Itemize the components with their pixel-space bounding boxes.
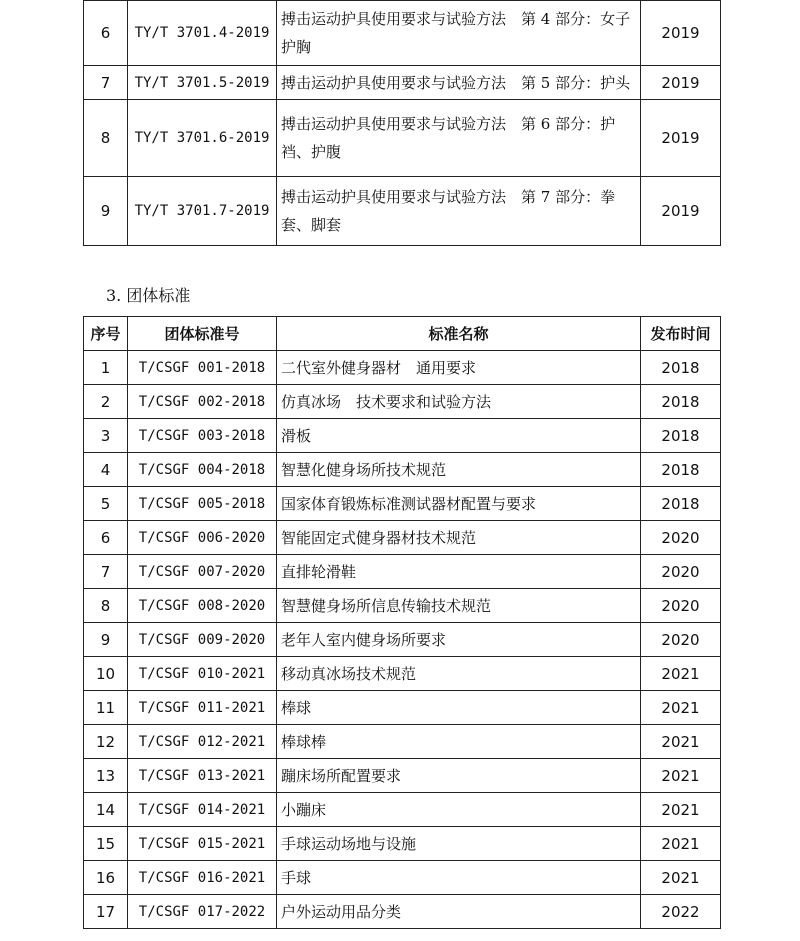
table-row (84, 759, 721, 793)
standard-name: 智能固定式健身器材技术规范 (277, 521, 641, 555)
row-number: 8 (84, 589, 128, 623)
standard-code: T/CSGF 001-2018 (128, 351, 277, 385)
table-row (84, 725, 721, 759)
row-number: 10 (84, 657, 128, 691)
row-number: 3 (84, 419, 128, 453)
table-row (84, 895, 721, 929)
table-row (84, 555, 721, 589)
table-row (84, 351, 721, 385)
standard-name: 棒球 (277, 691, 641, 725)
publish-year: 2022 (641, 895, 721, 929)
publish-year: 2018 (641, 385, 721, 419)
publish-year: 2019 (641, 177, 721, 246)
publish-year: 2021 (641, 827, 721, 861)
table-row (84, 100, 721, 177)
standard-code: T/CSGF 007-2020 (128, 555, 277, 589)
section-heading: 3. 团体标准 (106, 286, 191, 305)
standard-name: 手球 (277, 861, 641, 895)
standard-name: 户外运动用品分类 (277, 895, 641, 929)
publish-year: 2019 (641, 66, 721, 100)
row-number: 15 (84, 827, 128, 861)
standard-code: T/CSGF 011-2021 (128, 691, 277, 725)
standard-code: T/CSGF 012-2021 (128, 725, 277, 759)
standard-name: 手球运动场地与设施 (277, 827, 641, 861)
row-number: 5 (84, 487, 128, 521)
row-number: 11 (84, 691, 128, 725)
header-code: 团体标准号 (128, 317, 277, 351)
standard-code: T/CSGF 017-2022 (128, 895, 277, 929)
standards-table-continued (83, 0, 721, 246)
standard-code: TY/T 3701.6-2019 (128, 100, 277, 177)
publish-year: 2021 (641, 691, 721, 725)
standard-name: 搏击运动护具使用要求与试验方法 第 4 部分：女子护胸 (277, 1, 641, 66)
row-number: 2 (84, 385, 128, 419)
table-row (84, 177, 721, 246)
row-number: 16 (84, 861, 128, 895)
publish-year: 2018 (641, 419, 721, 453)
publish-year: 2021 (641, 725, 721, 759)
standard-name: 滑板 (277, 419, 641, 453)
standard-code: T/CSGF 009-2020 (128, 623, 277, 657)
standard-code: T/CSGF 002-2018 (128, 385, 277, 419)
table-row (84, 453, 721, 487)
table-row (84, 385, 721, 419)
row-number: 8 (84, 100, 128, 177)
standard-code: T/CSGF 006-2020 (128, 521, 277, 555)
standard-code: T/CSGF 015-2021 (128, 827, 277, 861)
table-row (84, 66, 721, 100)
row-number: 17 (84, 895, 128, 929)
standard-code: T/CSGF 014-2021 (128, 793, 277, 827)
publish-year: 2020 (641, 589, 721, 623)
table-row (84, 487, 721, 521)
standard-name: 二代室外健身器材 通用要求 (277, 351, 641, 385)
header-name: 标准名称 (277, 317, 641, 351)
standard-name: 智慧健身场所信息传输技术规范 (277, 589, 641, 623)
table-row (84, 657, 721, 691)
table-row (84, 793, 721, 827)
row-number: 7 (84, 555, 128, 589)
row-number: 12 (84, 725, 128, 759)
standard-code: T/CSGF 016-2021 (128, 861, 277, 895)
table-row (84, 521, 721, 555)
group-standards-table (83, 316, 721, 929)
standard-code: T/CSGF 010-2021 (128, 657, 277, 691)
standard-name: 智慧化健身场所技术规范 (277, 453, 641, 487)
row-number: 13 (84, 759, 128, 793)
standard-name: 移动真冰场技术规范 (277, 657, 641, 691)
standard-name: 直排轮滑鞋 (277, 555, 641, 589)
standard-code: T/CSGF 005-2018 (128, 487, 277, 521)
row-number: 14 (84, 793, 128, 827)
standard-code: TY/T 3701.7-2019 (128, 177, 277, 246)
standard-name: 棒球棒 (277, 725, 641, 759)
publish-year: 2018 (641, 351, 721, 385)
publish-year: 2020 (641, 555, 721, 589)
standard-code: T/CSGF 004-2018 (128, 453, 277, 487)
standard-name: 搏击运动护具使用要求与试验方法 第 6 部分：护裆、护腹 (277, 100, 641, 177)
standard-name: 搏击运动护具使用要求与试验方法 第 7 部分：拳套、脚套 (277, 177, 641, 246)
publish-year: 2021 (641, 657, 721, 691)
standard-name: 老年人室内健身场所要求 (277, 623, 641, 657)
standard-code: T/CSGF 013-2021 (128, 759, 277, 793)
table-row (84, 419, 721, 453)
table-row (84, 691, 721, 725)
publish-year: 2020 (641, 623, 721, 657)
row-number: 9 (84, 177, 128, 246)
row-number: 7 (84, 66, 128, 100)
table-row (84, 623, 721, 657)
publish-year: 2018 (641, 453, 721, 487)
table-row (84, 861, 721, 895)
table-row (84, 1, 721, 66)
standard-name: 蹦床场所配置要求 (277, 759, 641, 793)
table-body (84, 351, 721, 929)
row-number: 1 (84, 351, 128, 385)
publish-year: 2019 (641, 100, 721, 177)
publish-year: 2019 (641, 1, 721, 66)
publish-year: 2018 (641, 487, 721, 521)
publish-year: 2021 (641, 759, 721, 793)
publish-year: 2020 (641, 521, 721, 555)
standard-code: TY/T 3701.4-2019 (128, 1, 277, 66)
standard-code: T/CSGF 008-2020 (128, 589, 277, 623)
header-number: 序号 (84, 317, 128, 351)
table-row (84, 827, 721, 861)
standard-code: T/CSGF 003-2018 (128, 419, 277, 453)
table-row (84, 589, 721, 623)
standard-name: 小蹦床 (277, 793, 641, 827)
header-year: 发布时间 (641, 317, 721, 351)
row-number: 6 (84, 1, 128, 66)
publish-year: 2021 (641, 861, 721, 895)
standard-name: 国家体育锻炼标准测试器材配置与要求 (277, 487, 641, 521)
standard-name: 搏击运动护具使用要求与试验方法 第 5 部分：护头 (277, 66, 641, 100)
row-number: 9 (84, 623, 128, 657)
row-number: 6 (84, 521, 128, 555)
row-number: 4 (84, 453, 128, 487)
table-header-row (84, 317, 721, 351)
standard-code: TY/T 3701.5-2019 (128, 66, 277, 100)
publish-year: 2021 (641, 793, 721, 827)
standard-name: 仿真冰场 技术要求和试验方法 (277, 385, 641, 419)
